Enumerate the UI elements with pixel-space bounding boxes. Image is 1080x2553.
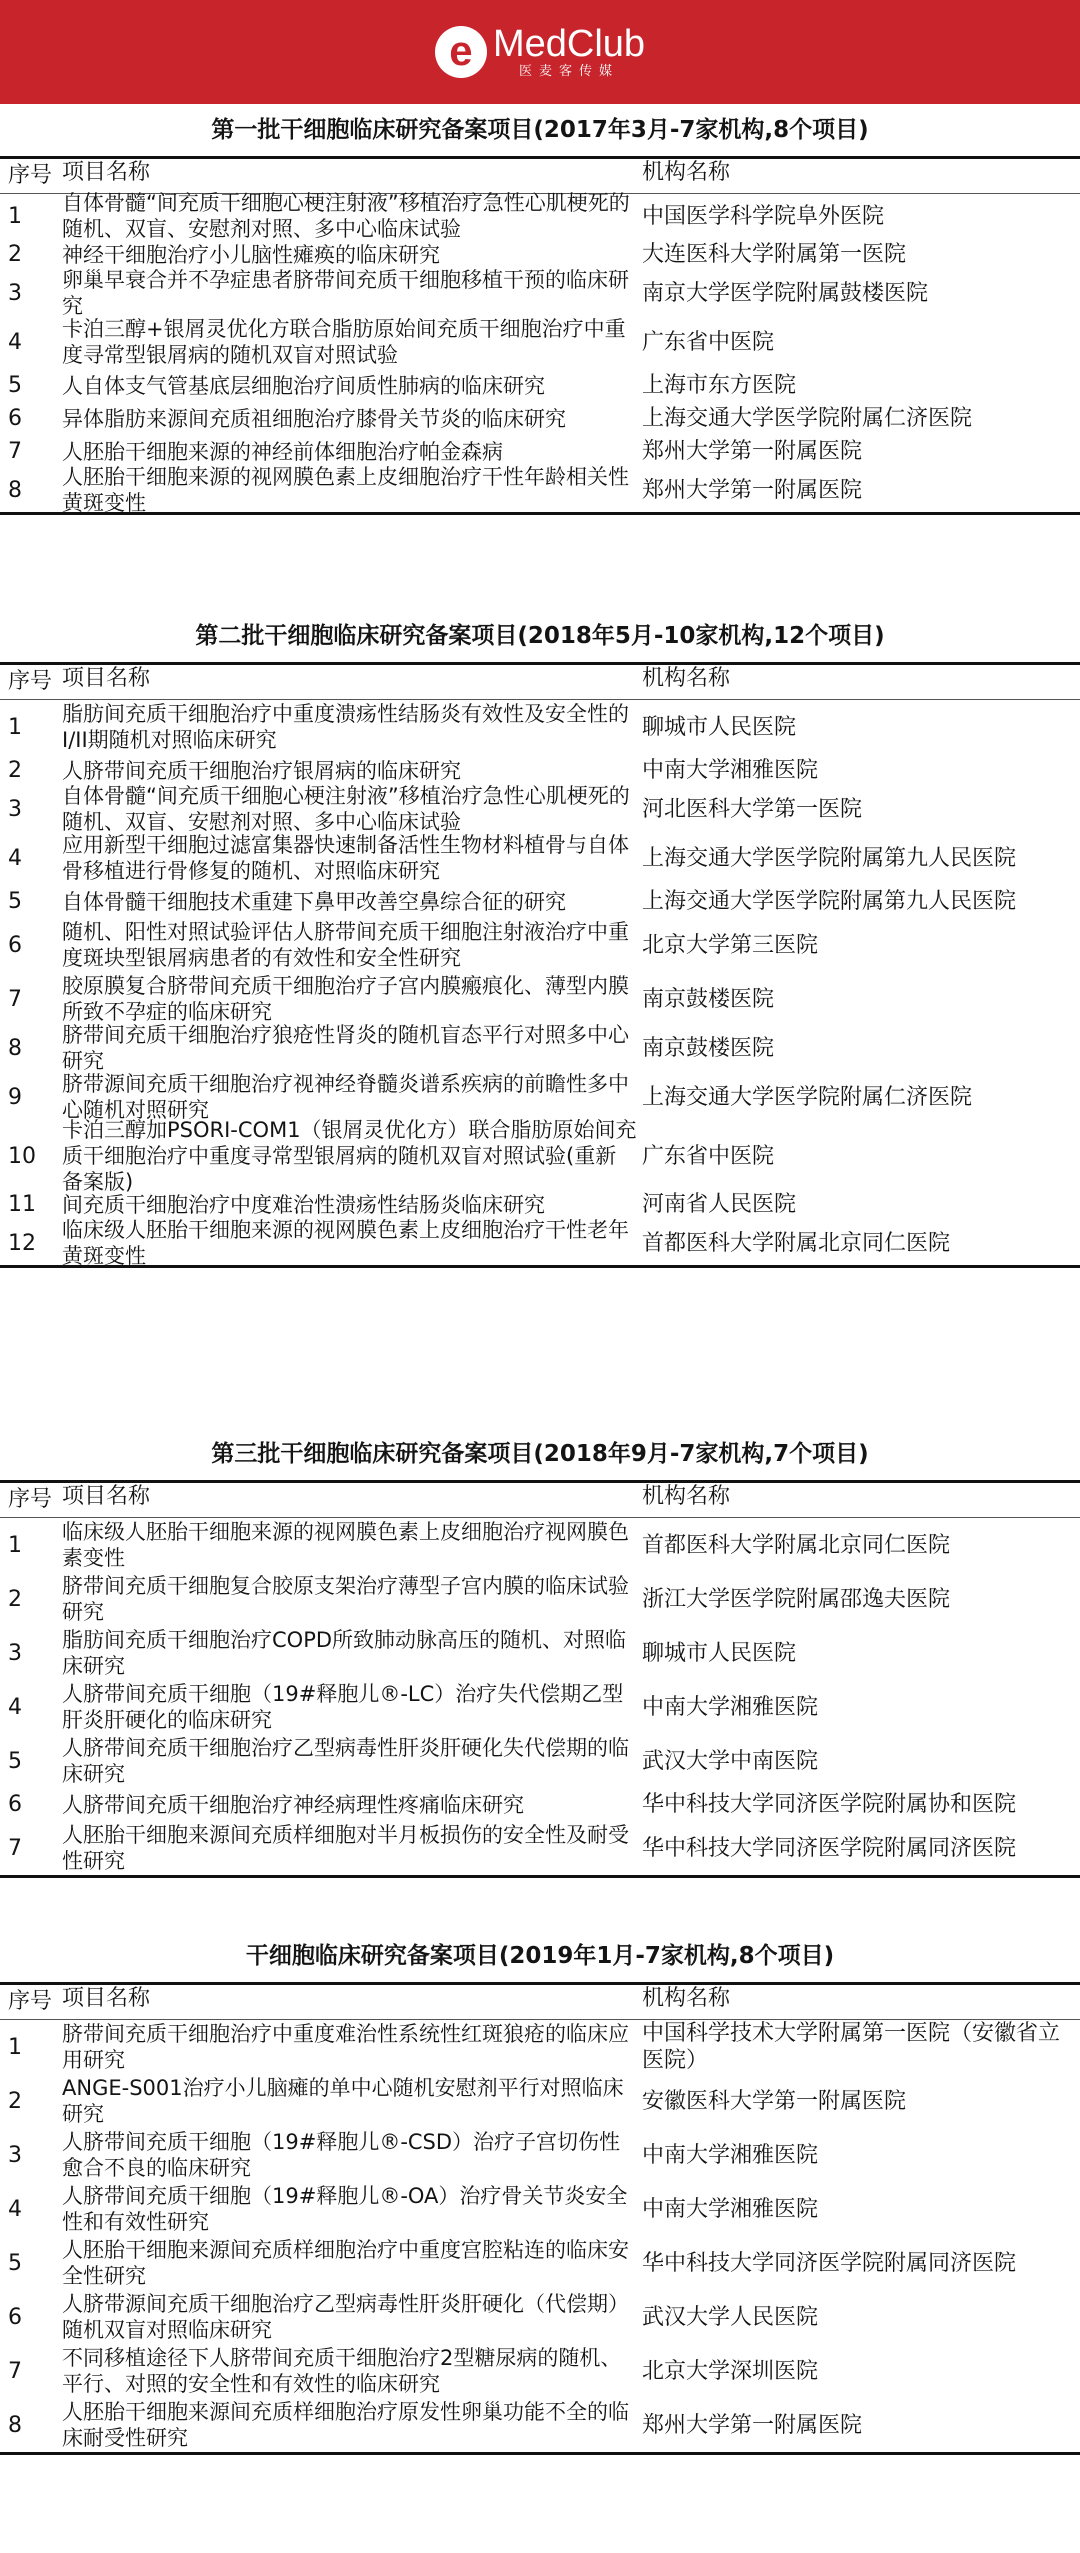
project-name: 人胚胎干细胞来源间充质样细胞治疗中重度宫腔粘连的临床安全性研究 bbox=[62, 2238, 629, 2288]
row-number: 3 bbox=[8, 2142, 22, 2168]
project-name: 临床级人胚胎干细胞来源的视网膜色素上皮细胞治疗视网膜色素变性 bbox=[62, 1520, 629, 1570]
table-row bbox=[0, 369, 1080, 402]
project-name: 脐带间充质干细胞治疗狼疮性肾炎的随机盲态平行对照多中心研究 bbox=[62, 1023, 629, 1073]
institution-name: 河北医科大学第一医院 bbox=[642, 796, 863, 822]
row-number: 2 bbox=[8, 1586, 22, 1612]
institution-name: 郑州大学第一附属医院 bbox=[642, 477, 863, 503]
row-number: 2 bbox=[8, 2088, 22, 2114]
institution-name: 武汉大学人民医院 bbox=[642, 2304, 819, 2330]
col-header-inst: 机构名称 bbox=[642, 1986, 731, 2011]
institution-name: 上海市东方医院 bbox=[642, 373, 797, 398]
project-section-3 bbox=[0, 1428, 1080, 1878]
institution-name: 南京大学医学院附属鼓楼医院 bbox=[642, 280, 929, 306]
col-header-no: 序号 bbox=[8, 163, 53, 188]
row-number: 3 bbox=[8, 280, 22, 306]
row-number: 2 bbox=[8, 758, 22, 783]
project-name: 人胚胎干细胞来源的视网膜色素上皮细胞治疗干性年龄相关性黄斑变性 bbox=[62, 465, 629, 515]
project-name: 脐带间充质干细胞复合胶原支架治疗薄型子宫内膜的临床试验研究 bbox=[62, 1574, 629, 1624]
institution-name: 中南大学湘雅医院 bbox=[642, 2196, 819, 2222]
col-header-no: 序号 bbox=[8, 1989, 53, 2014]
row-number: 12 bbox=[8, 1230, 36, 1256]
table-row bbox=[0, 191, 1080, 241]
project-name: 胶原膜复合脐带间充质干细胞治疗子宫内膜瘢痕化、薄型内膜所致不孕症的临床研究 bbox=[62, 974, 629, 1024]
col-header-name: 项目名称 bbox=[62, 160, 151, 185]
project-name: 卡泊三醇+银屑灵优化方联合脂肪原始间充质干细胞治疗中重度寻常型银屑病的随机双盲对照试验 bbox=[62, 317, 626, 367]
project-name: 自体骨髓“间充质干细胞心梗注射液”移植治疗急性心肌梗死的随机、双盲、安慰剂对照、多中心临床试验 bbox=[62, 191, 630, 241]
col-header-inst: 机构名称 bbox=[642, 1484, 731, 1509]
col-header-inst: 机构名称 bbox=[642, 160, 731, 185]
row-number: 7 bbox=[8, 986, 22, 1012]
table-row bbox=[0, 831, 1080, 885]
brand-name: MedClub bbox=[492, 23, 646, 65]
table-row bbox=[0, 1680, 1080, 1734]
table-row bbox=[0, 1734, 1080, 1788]
project-name: 人自体支气管基底层细胞治疗间质性肺病的临床研究 bbox=[62, 373, 545, 398]
medclub-logo bbox=[435, 24, 645, 80]
table-row bbox=[0, 1572, 1080, 1626]
institution-name: 中南大学湘雅医院 bbox=[642, 1694, 819, 1720]
project-name: 脂肪间充质干细胞治疗COPD所致肺动脉高压的随机、对照临床研究 bbox=[62, 1628, 627, 1678]
table-row bbox=[0, 2182, 1080, 2236]
institution-name: 上海交通大学医学院附属仁济医院 bbox=[642, 1084, 973, 1110]
project-name: 神经干细胞治疗小儿脑性瘫痪的临床研究 bbox=[62, 242, 440, 267]
institution-name: 聊城市人民医院 bbox=[642, 1640, 797, 1666]
project-name: ANGE-S001治疗小儿脑瘫的单中心随机安慰剂平行对照临床研究 bbox=[62, 2076, 624, 2126]
col-header-name: 项目名称 bbox=[62, 1484, 151, 1509]
row-number: 4 bbox=[8, 845, 22, 871]
project-name: 人脐带间充质干细胞治疗银屑病的临床研究 bbox=[62, 758, 461, 783]
col-header-inst: 机构名称 bbox=[642, 666, 731, 691]
table-row bbox=[0, 700, 1080, 754]
row-number: 5 bbox=[8, 373, 22, 398]
project-name: 异体脂肪来源间充质祖细胞治疗膝骨关节炎的临床研究 bbox=[62, 406, 566, 431]
section-title: 第二批干细胞临床研究备案项目(2018年5月-10家机构,12个项目) bbox=[195, 623, 885, 649]
table-row bbox=[0, 2290, 1080, 2344]
institution-name: 华中科技大学同济医学院附属协和医院 bbox=[642, 1792, 1017, 1817]
table-row bbox=[0, 1788, 1080, 1821]
institution-name: 郑州大学第一附属医院 bbox=[642, 2412, 863, 2438]
project-section-2 bbox=[0, 610, 1080, 1268]
table-row bbox=[0, 1070, 1080, 1124]
row-number: 8 bbox=[8, 477, 22, 503]
institution-name: 河南省人民医院 bbox=[642, 1192, 797, 1217]
institution-name: 华中科技大学同济医学院附属同济医院 bbox=[642, 2250, 1017, 2276]
row-number: 1 bbox=[8, 714, 22, 740]
row-number: 5 bbox=[8, 889, 22, 914]
institution-name: 广东省中医院 bbox=[642, 1143, 775, 1169]
table-body bbox=[0, 1518, 1080, 1875]
project-name: 人脐带源间充质干细胞治疗乙型病毒性肝炎肝硬化（代偿期）随机双盲对照临床研究 bbox=[62, 2292, 629, 2342]
project-name: 间充质干细胞治疗中度难治性溃疡性结肠炎临床研究 bbox=[62, 1192, 545, 1217]
row-number: 9 bbox=[8, 1084, 22, 1110]
col-header-name: 项目名称 bbox=[62, 666, 151, 691]
table-row bbox=[0, 2398, 1080, 2452]
table-row bbox=[0, 1626, 1080, 1680]
table-row bbox=[0, 918, 1080, 972]
table-row bbox=[0, 1023, 1080, 1073]
project-name: 人胚胎干细胞来源间充质样细胞治疗原发性卵巢功能不全的临床耐受性研究 bbox=[62, 2400, 629, 2450]
table-row bbox=[0, 1518, 1080, 1572]
table-row bbox=[0, 1118, 1080, 1194]
table-row bbox=[0, 2236, 1080, 2290]
table-header bbox=[0, 665, 1080, 699]
institution-name: 聊城市人民医院 bbox=[642, 714, 797, 740]
row-number: 6 bbox=[8, 932, 22, 958]
section-title: 第一批干细胞临床研究备案项目(2017年3月-7家机构,8个项目) bbox=[211, 117, 869, 143]
table-row bbox=[0, 2128, 1080, 2182]
section-title: 干细胞临床研究备案项目(2019年1月-7家机构,8个项目) bbox=[245, 1943, 835, 1969]
table-body bbox=[0, 191, 1080, 515]
project-name: 脐带间充质干细胞治疗中重度难治性系统性红斑狼疮的临床应用研究 bbox=[62, 2022, 629, 2072]
row-number: 3 bbox=[8, 796, 22, 822]
row-number: 6 bbox=[8, 1792, 22, 1817]
project-name: 卵巢早衰合并不孕症患者脐带间充质干细胞移植干预的临床研究 bbox=[62, 268, 629, 318]
institution-name: 首都医科大学附属北京同仁医院 bbox=[642, 1230, 951, 1256]
table-row bbox=[0, 1821, 1080, 1875]
institution-name: 上海交通大学医学院附属第九人民医院 bbox=[642, 889, 1017, 914]
institution-name: 北京大学第三医院 bbox=[642, 932, 819, 958]
institution-name: 中南大学湘雅医院 bbox=[642, 758, 819, 783]
row-number: 8 bbox=[8, 1035, 22, 1061]
project-section-1 bbox=[0, 104, 1080, 515]
institution-name: 北京大学深圳医院 bbox=[642, 2358, 819, 2384]
col-header-no: 序号 bbox=[8, 669, 53, 694]
table-row bbox=[0, 972, 1080, 1026]
section-title: 第三批干细胞临床研究备案项目(2018年9月-7家机构,7个项目) bbox=[211, 1441, 869, 1467]
project-name: 人脐带间充质干细胞治疗乙型病毒性肝炎肝硬化失代偿期的临床研究 bbox=[62, 1736, 629, 1786]
table-row bbox=[0, 2020, 1080, 2074]
col-header-no: 序号 bbox=[8, 1487, 53, 1512]
row-number: 11 bbox=[8, 1192, 36, 1217]
table-row bbox=[0, 885, 1080, 918]
project-name: 人胚胎干细胞来源的神经前体细胞治疗帕金森病 bbox=[62, 439, 503, 464]
row-number: 8 bbox=[8, 2412, 22, 2438]
table-row bbox=[0, 402, 1080, 435]
institution-name: 首都医科大学附属北京同仁医院 bbox=[642, 1532, 951, 1558]
project-name: 脂肪间充质干细胞治疗中重度溃疡性结肠炎有效性及安全性的I/II期随机对照临床研究 bbox=[62, 702, 629, 752]
table-header bbox=[0, 1985, 1080, 2019]
institution-name: 安徽医科大学第一附属医院 bbox=[642, 2088, 907, 2114]
row-number: 5 bbox=[8, 2250, 22, 2276]
table-row bbox=[0, 2074, 1080, 2128]
table-body bbox=[0, 700, 1080, 1268]
table-row bbox=[0, 268, 1080, 318]
project-name: 人脐带间充质干细胞（19#释胞儿®-LC）治疗失代偿期乙型肝炎肝硬化的临床研究 bbox=[62, 1682, 624, 1732]
institution-name: 南京鼓楼医院 bbox=[642, 1035, 775, 1061]
institution-name: 上海交通大学医学院附属第九人民医院 bbox=[642, 845, 1017, 871]
project-name: 应用新型干细胞过滤富集器快速制备活性生物材料植骨与自体骨移植进行骨修复的随机、对照临床研究 bbox=[62, 833, 629, 883]
brand-subtitle: 医麦客传媒 bbox=[518, 64, 619, 79]
row-number: 1 bbox=[8, 203, 22, 229]
row-number: 6 bbox=[8, 406, 22, 431]
table-row bbox=[0, 1218, 1080, 1268]
institution-name: 上海交通大学医学院附属仁济医院 bbox=[642, 406, 973, 431]
project-name: 自体骨髓“间充质干细胞心梗注射液”移植治疗急性心肌梗死的随机、双盲、安慰剂对照、多中心临床试验 bbox=[62, 784, 630, 834]
table-row bbox=[0, 465, 1080, 515]
institution-name: 中国科学技术大学附属第一医院（安徽省立医院） bbox=[642, 2021, 1061, 2073]
logo-e-icon: e bbox=[435, 26, 487, 78]
project-name: 临床级人胚胎干细胞来源的视网膜色素上皮细胞治疗干性老年黄斑变性 bbox=[62, 1218, 629, 1268]
project-name: 人脐带间充质干细胞治疗神经病理性疼痛临床研究 bbox=[62, 1792, 524, 1817]
row-number: 3 bbox=[8, 1640, 22, 1666]
project-name: 人胚胎干细胞来源间充质样细胞对半月板损伤的安全性及耐受性研究 bbox=[62, 1823, 629, 1873]
row-number: 4 bbox=[8, 2196, 22, 2222]
col-header-name: 项目名称 bbox=[62, 1986, 151, 2011]
project-name: 卡泊三醇加PSORI-COM1（银屑灵优化方）联合脂肪原始间充质干细胞治疗中重度寻常型银屑病的随机双盲对照试验(重新备案版) bbox=[62, 1118, 637, 1194]
project-name: 随机、阳性对照试验评估人脐带间充质干细胞注射液治疗中重度斑块型银屑病患者的有效性和安全性研究 bbox=[62, 920, 629, 970]
project-name: 自体骨髓干细胞技术重建下鼻甲改善空鼻综合征的研究 bbox=[62, 889, 566, 914]
institution-name: 南京鼓楼医院 bbox=[642, 986, 775, 1012]
institution-name: 广东省中医院 bbox=[642, 329, 775, 355]
row-number: 2 bbox=[8, 242, 22, 267]
row-number: 1 bbox=[8, 2034, 22, 2060]
institution-name: 武汉大学中南医院 bbox=[642, 1748, 819, 1774]
row-number: 6 bbox=[8, 2304, 22, 2330]
row-number: 4 bbox=[8, 329, 22, 355]
row-number: 7 bbox=[8, 2358, 22, 2384]
institution-name: 浙江大学医学院附属邵逸夫医院 bbox=[642, 1586, 951, 1612]
project-name: 不同移植途径下人脐带间充质干细胞治疗2型糖尿病的随机、平行、对照的安全性和有效性的临床研究 bbox=[62, 2346, 622, 2396]
table-row bbox=[0, 784, 1080, 834]
row-number: 5 bbox=[8, 1748, 22, 1774]
row-number: 7 bbox=[8, 1835, 22, 1861]
table-row bbox=[0, 315, 1080, 369]
table-row bbox=[0, 2344, 1080, 2398]
brand-header bbox=[0, 0, 1080, 104]
project-name: 人脐带间充质干细胞（19#释胞儿®-OA）治疗骨关节炎安全性和有效性研究 bbox=[62, 2184, 628, 2234]
project-name: 人脐带间充质干细胞（19#释胞儿®-CSD）治疗子宫切伤性愈合不良的临床研究 bbox=[62, 2130, 621, 2180]
table-bottom-rule bbox=[0, 1875, 1080, 1878]
table-header bbox=[0, 159, 1080, 193]
row-number: 7 bbox=[8, 439, 22, 464]
institution-name: 中南大学湘雅医院 bbox=[642, 2142, 819, 2168]
table-body bbox=[0, 2020, 1080, 2452]
project-name: 脐带源间充质干细胞治疗视神经脊髓炎谱系疾病的前瞻性多中心随机对照研究 bbox=[62, 1072, 629, 1122]
row-number: 4 bbox=[8, 1694, 22, 1720]
table-bottom-rule bbox=[0, 2452, 1080, 2455]
institution-name: 中国医学科学院阜外医院 bbox=[642, 203, 885, 229]
project-section-4 bbox=[0, 1930, 1080, 2455]
institution-name: 大连医科大学附属第一医院 bbox=[642, 242, 907, 267]
row-number: 10 bbox=[8, 1143, 36, 1169]
table-header bbox=[0, 1483, 1080, 1517]
institution-name: 郑州大学第一附属医院 bbox=[642, 439, 863, 464]
row-number: 1 bbox=[8, 1532, 22, 1558]
institution-name: 华中科技大学同济医学院附属同济医院 bbox=[642, 1835, 1017, 1861]
